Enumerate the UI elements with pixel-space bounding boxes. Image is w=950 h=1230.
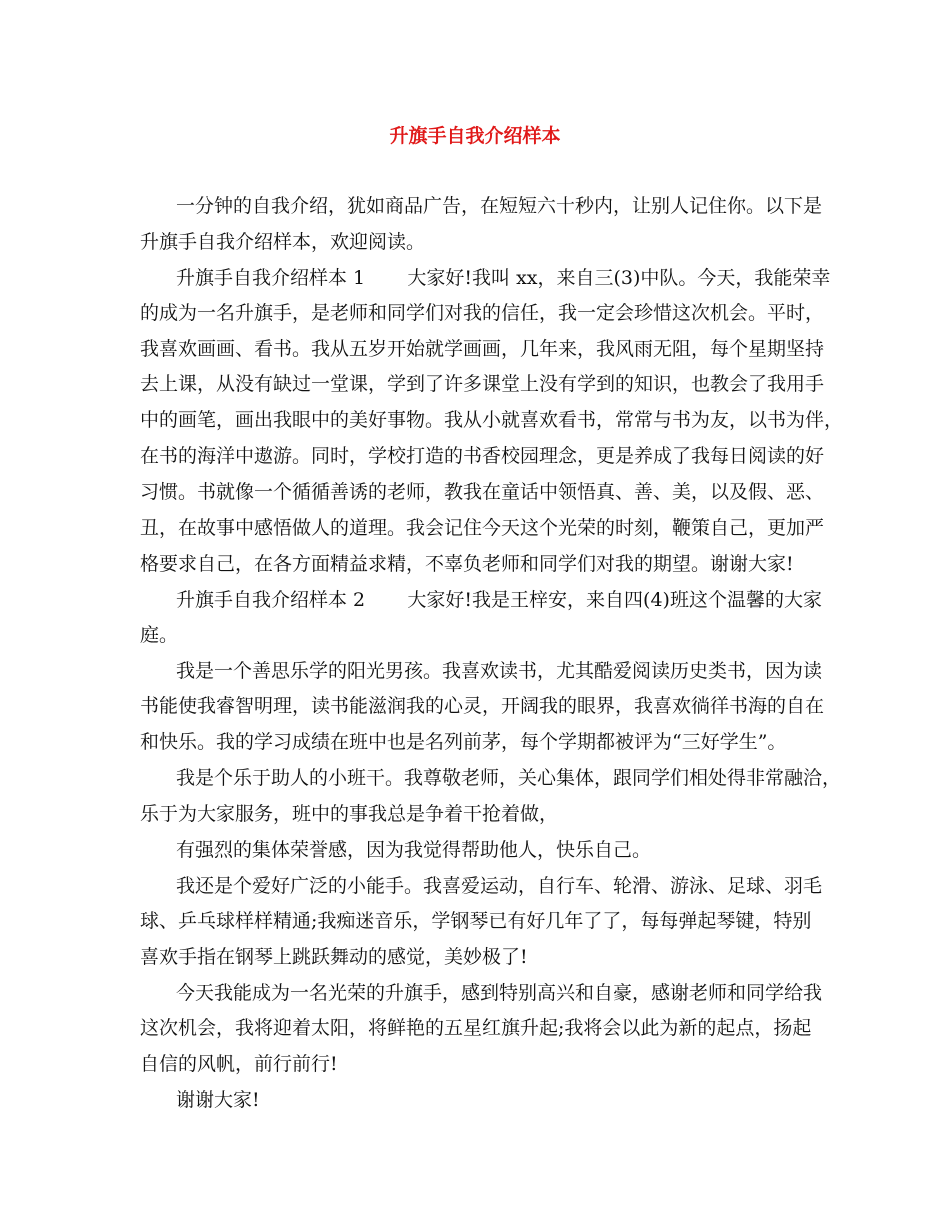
paragraph-line: 我是一个善思乐学的阳光男孩。我喜欢读书，尤其酷爱阅读历史类书，因为读 <box>176 660 823 682</box>
paragraph-line: 升旗手自我介绍样本 1 大家好!我叫 xx，来自三(3)中队。今天，我能荣幸 <box>176 267 831 289</box>
paragraph-line: 今天我能成为一名光荣的升旗手，感到特别高兴和自豪，感谢老师和同学给我 <box>176 982 823 1004</box>
paragraph-line: 中的画笔，画出我眼中的美好事物。我从小就喜欢看书，常常与书为友，以书为伴， <box>140 409 844 431</box>
paragraph-line: 球、乒乓球样样精通;我痴迷音乐，学钢琴已有好几年了了，每每弹起琴键，特别 <box>140 910 812 932</box>
paragraph-line: 升旗手自我介绍样本 2 大家好!我是王梓安，来自四(4)班这个温馨的大家 <box>176 589 822 611</box>
paragraph-line: 我喜欢画画、看书。我从五岁开始就学画画，几年来，我风雨无阻，每个星期坚持 <box>140 338 825 360</box>
paragraph-line: 我还是个爱好广泛的小能手。我喜爱运动，自行车、轮滑、游泳、足球、羽毛 <box>176 875 823 897</box>
paragraph-line: 在书的海洋中遨游。同时，学校打造的书香校园理念，更是养成了我每日阅读的好 <box>140 445 825 467</box>
paragraph-line: 一分钟的自我介绍，犹如商品广告，在短短六十秒内，让别人记住你。以下是 <box>176 195 823 217</box>
paragraph-line: 乐于为大家服务，班中的事我总是争着干抢着做， <box>140 803 559 825</box>
paragraph-line: 格要求自己，在各方面精益求精，不辜负老师和同学们对我的期望。谢谢大家! <box>140 553 794 575</box>
paragraph-line: 去上课，从没有缺过一堂课，学到了许多课堂上没有学到的知识，也教会了我用手 <box>140 373 825 395</box>
paragraph-line: 自信的风帆，前行前行! <box>140 1053 338 1075</box>
paragraph-line: 的成为一名升旗手，是老师和同学们对我的信任，我一定会珍惜这次机会。平时， <box>140 302 825 324</box>
paragraph-line: 喜欢手指在钢琴上跳跃舞动的感觉，美妙极了! <box>140 946 528 968</box>
paragraph-line: 书能使我睿智明理，读书能滋润我的心灵，开阔我的眼界，我喜欢徜徉书海的自在 <box>140 695 825 717</box>
document-title: 升旗手自我介绍样本 <box>389 125 561 147</box>
paragraph-line: 习惯。书就像一个循循善诱的老师，教我在童话中领悟真、善、美，以及假、恶、 <box>140 481 825 503</box>
paragraph-line: 丑，在故事中感悟做人的道理。我会记住今天这个光荣的时刻，鞭策自己，更加严 <box>140 517 825 539</box>
paragraph-line: 我是个乐于助人的小班干。我尊敬老师，关心集体，跟同学们相处得非常融洽， <box>176 767 842 789</box>
paragraph-line: 这次机会，我将迎着太阳，将鲜艳的五星红旗升起;我将会以此为新的起点，扬起 <box>140 1017 812 1039</box>
paragraph-line: 谢谢大家! <box>176 1089 260 1111</box>
paragraph-line: 升旗手自我介绍样本，欢迎阅读。 <box>140 231 426 253</box>
paragraph-line: 有强烈的集体荣誉感，因为我觉得帮助他人，快乐自己。 <box>176 839 652 861</box>
paragraph-line: 庭。 <box>140 624 179 646</box>
paragraph-line: 和快乐。我的学习成绩在班中也是名列前茅，每个学期都被评为“三好学生”。 <box>140 731 787 753</box>
